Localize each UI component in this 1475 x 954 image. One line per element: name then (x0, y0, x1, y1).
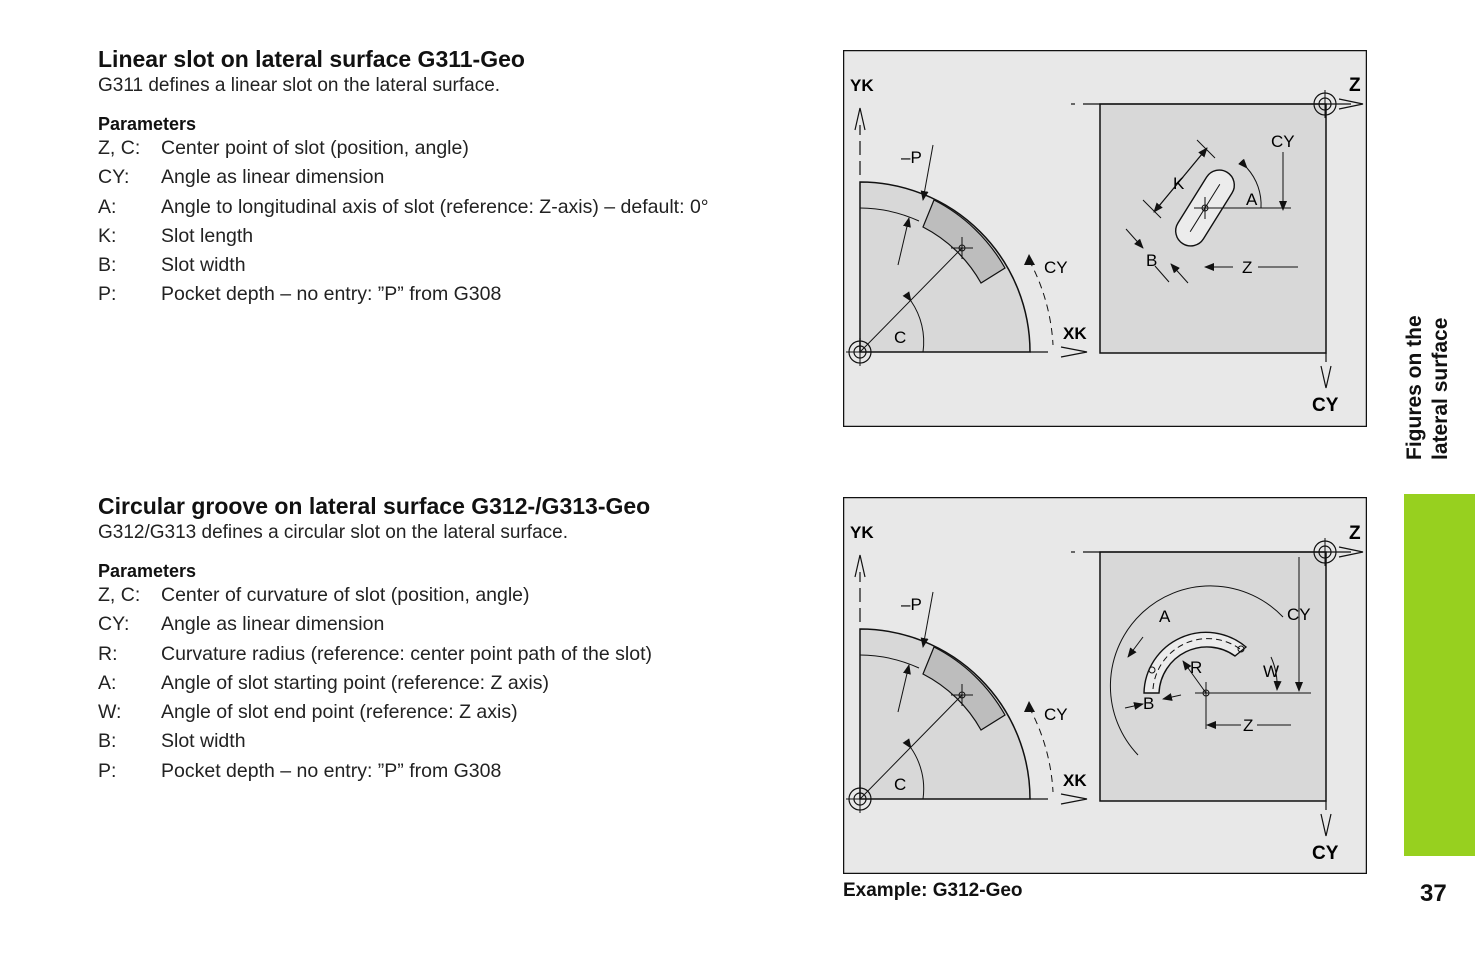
param-key: A: (98, 671, 117, 694)
param-key: A: (98, 195, 117, 218)
param-key: CY: (98, 166, 130, 189)
param-text: Pocket depth – no entry: ”P” from G308 (161, 759, 502, 782)
k-label: K (1173, 174, 1185, 193)
param-text: Slot length (161, 224, 254, 247)
yk-axis-label: YK (850, 523, 874, 542)
z-axis-label: Z (1349, 523, 1361, 544)
section-description: G311 defines a linear slot on the lateral surface. (98, 75, 501, 96)
b-label: B (1146, 251, 1158, 270)
param-text: Curvature radius (reference: center point path of the slot) (161, 642, 653, 665)
xk-axis-label: XK (1063, 324, 1087, 343)
param-row (98, 163, 798, 192)
param-text: Center of curvature of slot (position, angle) (161, 584, 530, 606)
cy-axis-label: CY (1312, 395, 1339, 416)
param-text: Angle as linear dimension (161, 613, 385, 636)
param-key: R: (98, 642, 118, 665)
figure-linear-slot (843, 50, 1367, 427)
cy-arc-label: CY (1044, 705, 1068, 724)
param-text: Slot width (161, 730, 246, 753)
chapter-tab (1404, 494, 1475, 856)
param-text: Pocket depth – no entry: ”P” from G308 (161, 283, 502, 306)
c-label: C (894, 775, 907, 794)
z-dim-label: Z (1242, 258, 1253, 277)
p-depth-label: –P (901, 148, 922, 167)
param-row (98, 134, 798, 163)
param-key: W: (98, 701, 122, 724)
parameters-heading: Parameters (98, 114, 197, 134)
param-row (98, 251, 798, 280)
section-title: Circular groove on lateral surface G312-/G313-Geo (98, 493, 651, 519)
param-text: Angle of slot end point (reference: Z axis) (161, 701, 518, 724)
parameter-list (98, 581, 798, 786)
a-label: A (1246, 190, 1258, 209)
param-text: Angle of slot starting point (reference: Z axis) (161, 671, 550, 694)
param-row (98, 640, 798, 669)
section-circular-groove (98, 492, 798, 786)
parameter-list (98, 134, 798, 310)
section-linear-slot (98, 45, 798, 310)
figure-circular-groove (843, 497, 1367, 874)
param-row (98, 581, 798, 610)
z-axis-label: Z (1349, 75, 1361, 96)
page-number: 37 (1420, 880, 1447, 907)
p-depth-label: –P (901, 595, 922, 614)
param-row (98, 193, 798, 222)
param-row (98, 757, 798, 786)
cy-arc-label: CY (1044, 258, 1068, 277)
parameters-heading: Parameters (98, 561, 197, 581)
section-description: G312/G313 defines a circular slot on the lateral surface. (98, 522, 568, 543)
param-text: Angle to longitudinal axis of slot (reference: Z-axis) – default: 0° (161, 195, 709, 218)
param-text: Center point of slot (position, angle) (161, 137, 469, 159)
param-text: Angle as linear dimension (161, 166, 385, 189)
side-label-line: Figures on the (1403, 315, 1426, 460)
cy-axis-label: CY (1312, 843, 1339, 864)
z-dim-label: Z (1243, 716, 1254, 735)
r-label: R (1190, 658, 1203, 677)
w-label: W (1263, 662, 1280, 681)
param-row (98, 698, 798, 727)
param-row (98, 222, 798, 251)
param-key: Z, C: (98, 584, 141, 606)
param-text: Slot width (161, 254, 246, 277)
figure-caption: Example: G312-Geo (843, 880, 1023, 901)
param-key: B: (98, 730, 117, 753)
param-key: CY: (98, 613, 130, 636)
cy-dim-label: CY (1271, 132, 1295, 151)
workpiece-unrolled (1100, 552, 1326, 801)
yk-axis-label: YK (850, 76, 874, 95)
b-label: B (1143, 694, 1155, 713)
param-key: B: (98, 254, 117, 277)
c-label: C (894, 328, 907, 347)
param-key: Z, C: (98, 137, 141, 159)
a-label: A (1159, 607, 1171, 626)
param-row (98, 280, 798, 309)
param-row (98, 727, 798, 756)
param-key: P: (98, 283, 117, 306)
side-label-line: lateral surface (1429, 317, 1452, 460)
section-title: Linear slot on lateral surface G311-Geo (98, 46, 525, 72)
param-row (98, 669, 798, 698)
cy-dim-label: CY (1287, 605, 1311, 624)
xk-axis-label: XK (1063, 771, 1087, 790)
param-key: K: (98, 224, 117, 247)
chapter-side-label (1402, 270, 1475, 460)
param-key: P: (98, 759, 117, 782)
param-row (98, 610, 798, 639)
